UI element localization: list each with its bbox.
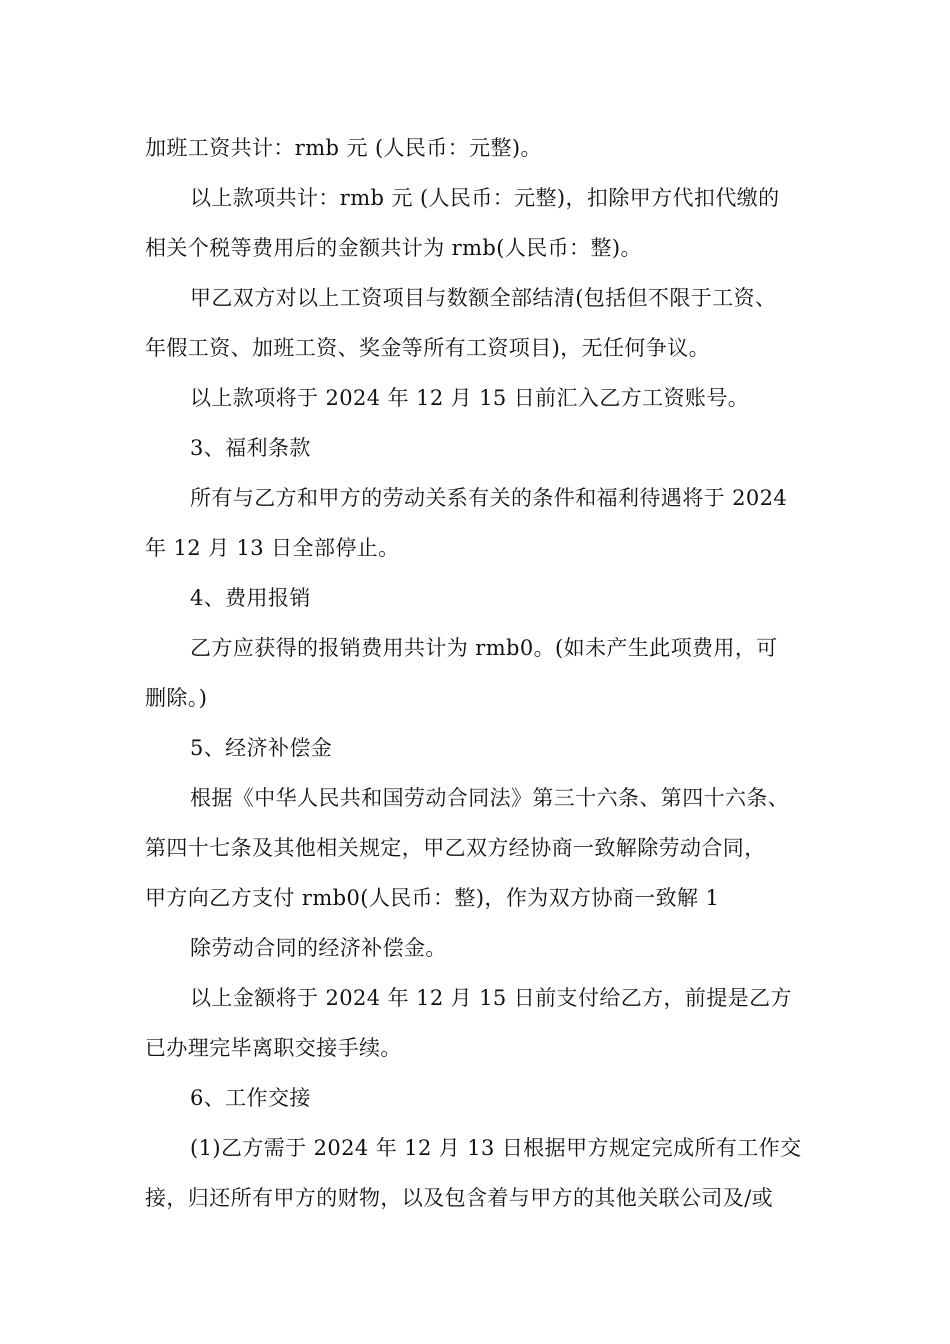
- section-heading: 4、费用报销: [190, 586, 311, 610]
- text-line: (1)乙方需于 2024 年 12 月 13 日根据甲方规定完成所有工作交: [190, 1136, 802, 1160]
- text-line: 删除。): [145, 686, 208, 710]
- text-line: 甲方向乙方支付 rmb0(人民币：整)，作为双方协商一致解 1: [145, 886, 720, 910]
- text-line: 根据《中华人民共和国劳动合同法》第三十六条、第四十六条、: [190, 786, 790, 810]
- text-line: 以上款项共计：rmb 元 (人民币：元整)，扣除甲方代扣代缴的: [190, 186, 780, 210]
- text-line: 年假工资、加班工资、奖金等所有工资项目)，无任何争议。: [145, 336, 710, 360]
- section-heading: 5、经济补偿金: [190, 736, 333, 760]
- text-line: 乙方应获得的报销费用共计为 rmb0。(如未产生此项费用，可: [190, 636, 778, 660]
- section-heading: 6、工作交接: [190, 1086, 311, 1110]
- text-line: 甲乙双方对以上工资项目与数额全部结清(包括但不限于工资、: [190, 286, 777, 310]
- text-line: 相关个税等费用后的金额共计为 rmb(人民币：整)。: [145, 236, 642, 260]
- text-line: 除劳动合同的经济补偿金。: [190, 936, 447, 960]
- text-line: 接，归还所有甲方的财物，以及包含着与甲方的其他关联公司及/或: [145, 1186, 774, 1210]
- section-heading: 3、福利条款: [190, 436, 311, 460]
- text-line: 以上款项将于 2024 年 12 月 15 日前汇入乙方工资账号。: [190, 386, 750, 410]
- text-line: 年 12 月 13 日全部停止。: [145, 536, 400, 560]
- text-line: 第四十七条及其他相关规定，甲乙双方经协商一致解除劳动合同，: [145, 836, 766, 860]
- text-line: 已办理完毕离职交接手续。: [145, 1036, 402, 1060]
- text-line: 所有与乙方和甲方的劳动关系有关的条件和福利待遇将于 2024: [190, 486, 788, 510]
- text-line: 加班工资共计：rmb 元 (人民币：元整)。: [145, 136, 542, 160]
- text-line: 以上金额将于 2024 年 12 月 15 日前支付给乙方，前提是乙方: [190, 986, 792, 1010]
